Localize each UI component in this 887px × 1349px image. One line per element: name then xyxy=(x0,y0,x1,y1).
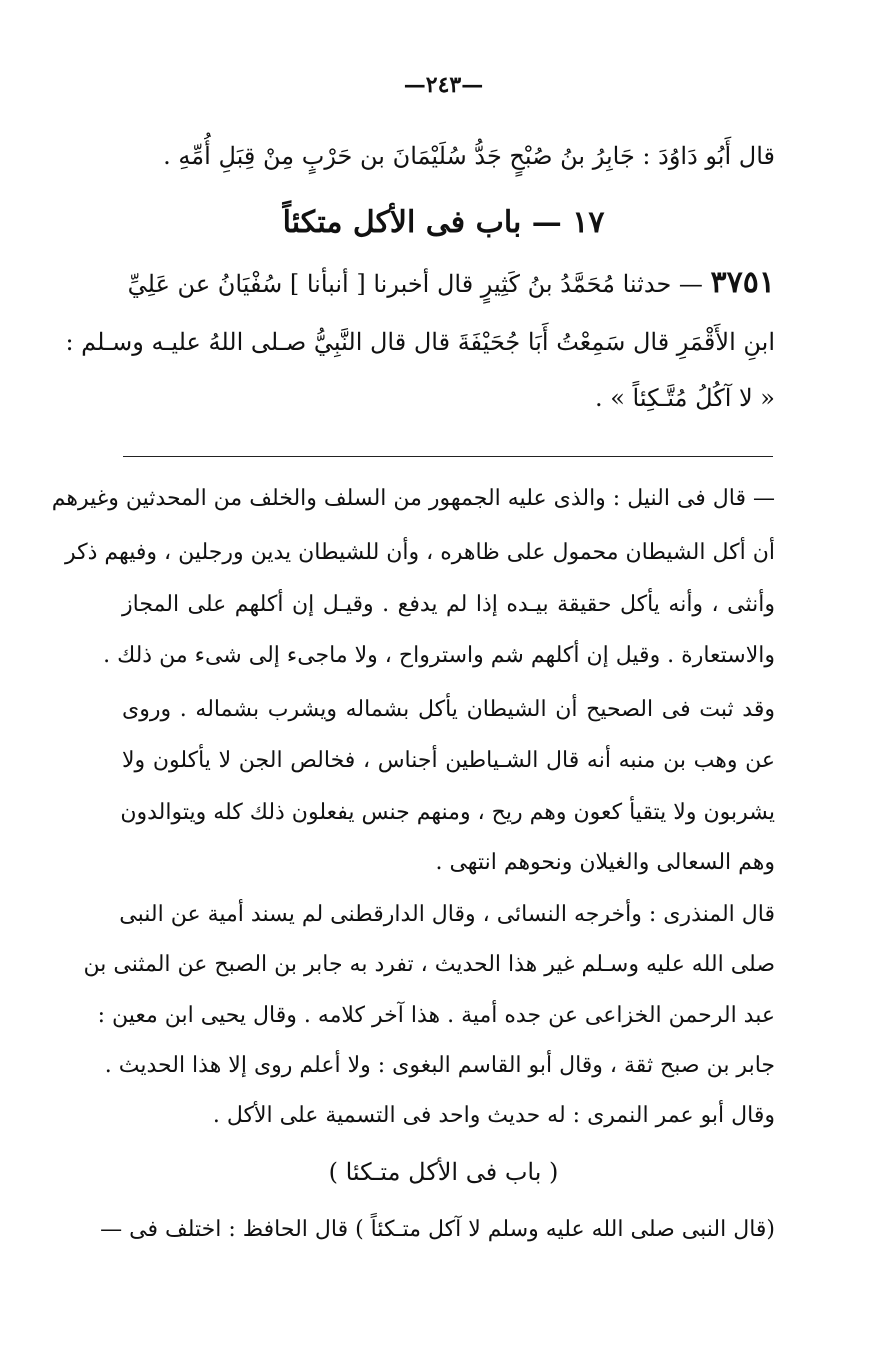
commentary-line: وقال أبو عمر النمرى : له حديث واحد فى التسمية على الأكل . xyxy=(212,1103,775,1128)
hadith-line-2: ابنِ الأَقْمَرِ قال سَمِعْتُ أَبَا جُحَيْفَةَ قال قال النَّبِيُّ صـلى اللهُ عليـه وسـلم : xyxy=(65,328,775,356)
commentary-line: وقد ثبت فى الصحيح أن الشيطان يأكل بشماله ويشرب بشماله . وروى xyxy=(122,697,775,722)
commentary-line: (قال النبى صلى الله عليه وسلم لا آكل متـكئاً ) قال الحافظ : اختلف فى — xyxy=(100,1217,775,1242)
commentary-line: أن أكل الشيطان محمول على ظاهره ، وأن للشيطان يدين ورجلين ، وفيهم ذكر xyxy=(65,540,775,565)
page-number: —٢٤٣— xyxy=(403,72,484,98)
commentary-line: — قال فى النيل : والذى عليه الجمهور من السلف والخلف من المحدثين وغيرهم xyxy=(51,486,775,511)
hadith-line-3: « لا آكُلُ مُتَّـكِئاً » . xyxy=(594,384,775,412)
commentary-line: وأنثى ، وأنه يأكل حقيقة بيـده إذا لم يدفع . وقيـل إن أكلهم على المجاز xyxy=(122,592,775,617)
commentary-line: جابر بن صبح ثقة ، وقال أبو القاسم البغوى : ولا أعلم روى إلا هذا الحديث . xyxy=(104,1053,775,1078)
commentary-line: وهم السعالى والغيلان ونحوهم انتهى . xyxy=(435,850,775,875)
hadith-chain-text: — حدثنا مُحَمَّدُ بنُ كَثِيرٍ قال أخبرنا [ أنبأنا ] سُفْيَانُ عن عَلِيِّ xyxy=(127,270,703,298)
commentary-line: قال المنذرى : وأخرجه النسائى ، وقال الدارقطنى لم يسند أمية عن النبى xyxy=(119,902,775,927)
commentary-line: عبد الرحمن الخزاعى عن جده أمية . هذا آخر كلامه . وقال يحيى ابن معين : xyxy=(97,1003,775,1028)
hadith-number: ٣٧٥١ xyxy=(710,265,775,300)
commentary-line: والاستعارة . وقيل إن أكلهم شم واسترواح ، ولا ماجىء إلى شىء من ذلك . xyxy=(103,643,775,668)
commentary-line: عن وهب بن منبه أنه قال الشـياطين أجناس ، فخالص الجن لا يأكلون ولا xyxy=(122,748,775,773)
sub-heading: ( باب فى الأكل متـكئا ) xyxy=(328,1158,559,1186)
abu-dawud-note: قال أَبُو دَاوُدَ : جَابِرُ بنُ صُبْحٍ جَدُّ سُلَيْمَانَ بن حَرْبٍ مِنْ قِبَلِ أُمِّهِ . xyxy=(163,142,775,170)
commentary-line: صلى الله عليه وسـلم غير هذا الحديث ، تفرد به جابر بن الصبح عن المثنى بن xyxy=(83,952,775,977)
hadith-line-1 xyxy=(128,265,775,300)
commentary-line: يشربون ولا يتقيأ كعون وهم ريح ، ومنهم جنس يفعلون ذلك كله ويتوالدون xyxy=(120,800,775,825)
chapter-heading: ١٧ — باب فى الأكل متكئاً xyxy=(282,205,605,240)
section-divider xyxy=(123,456,773,457)
